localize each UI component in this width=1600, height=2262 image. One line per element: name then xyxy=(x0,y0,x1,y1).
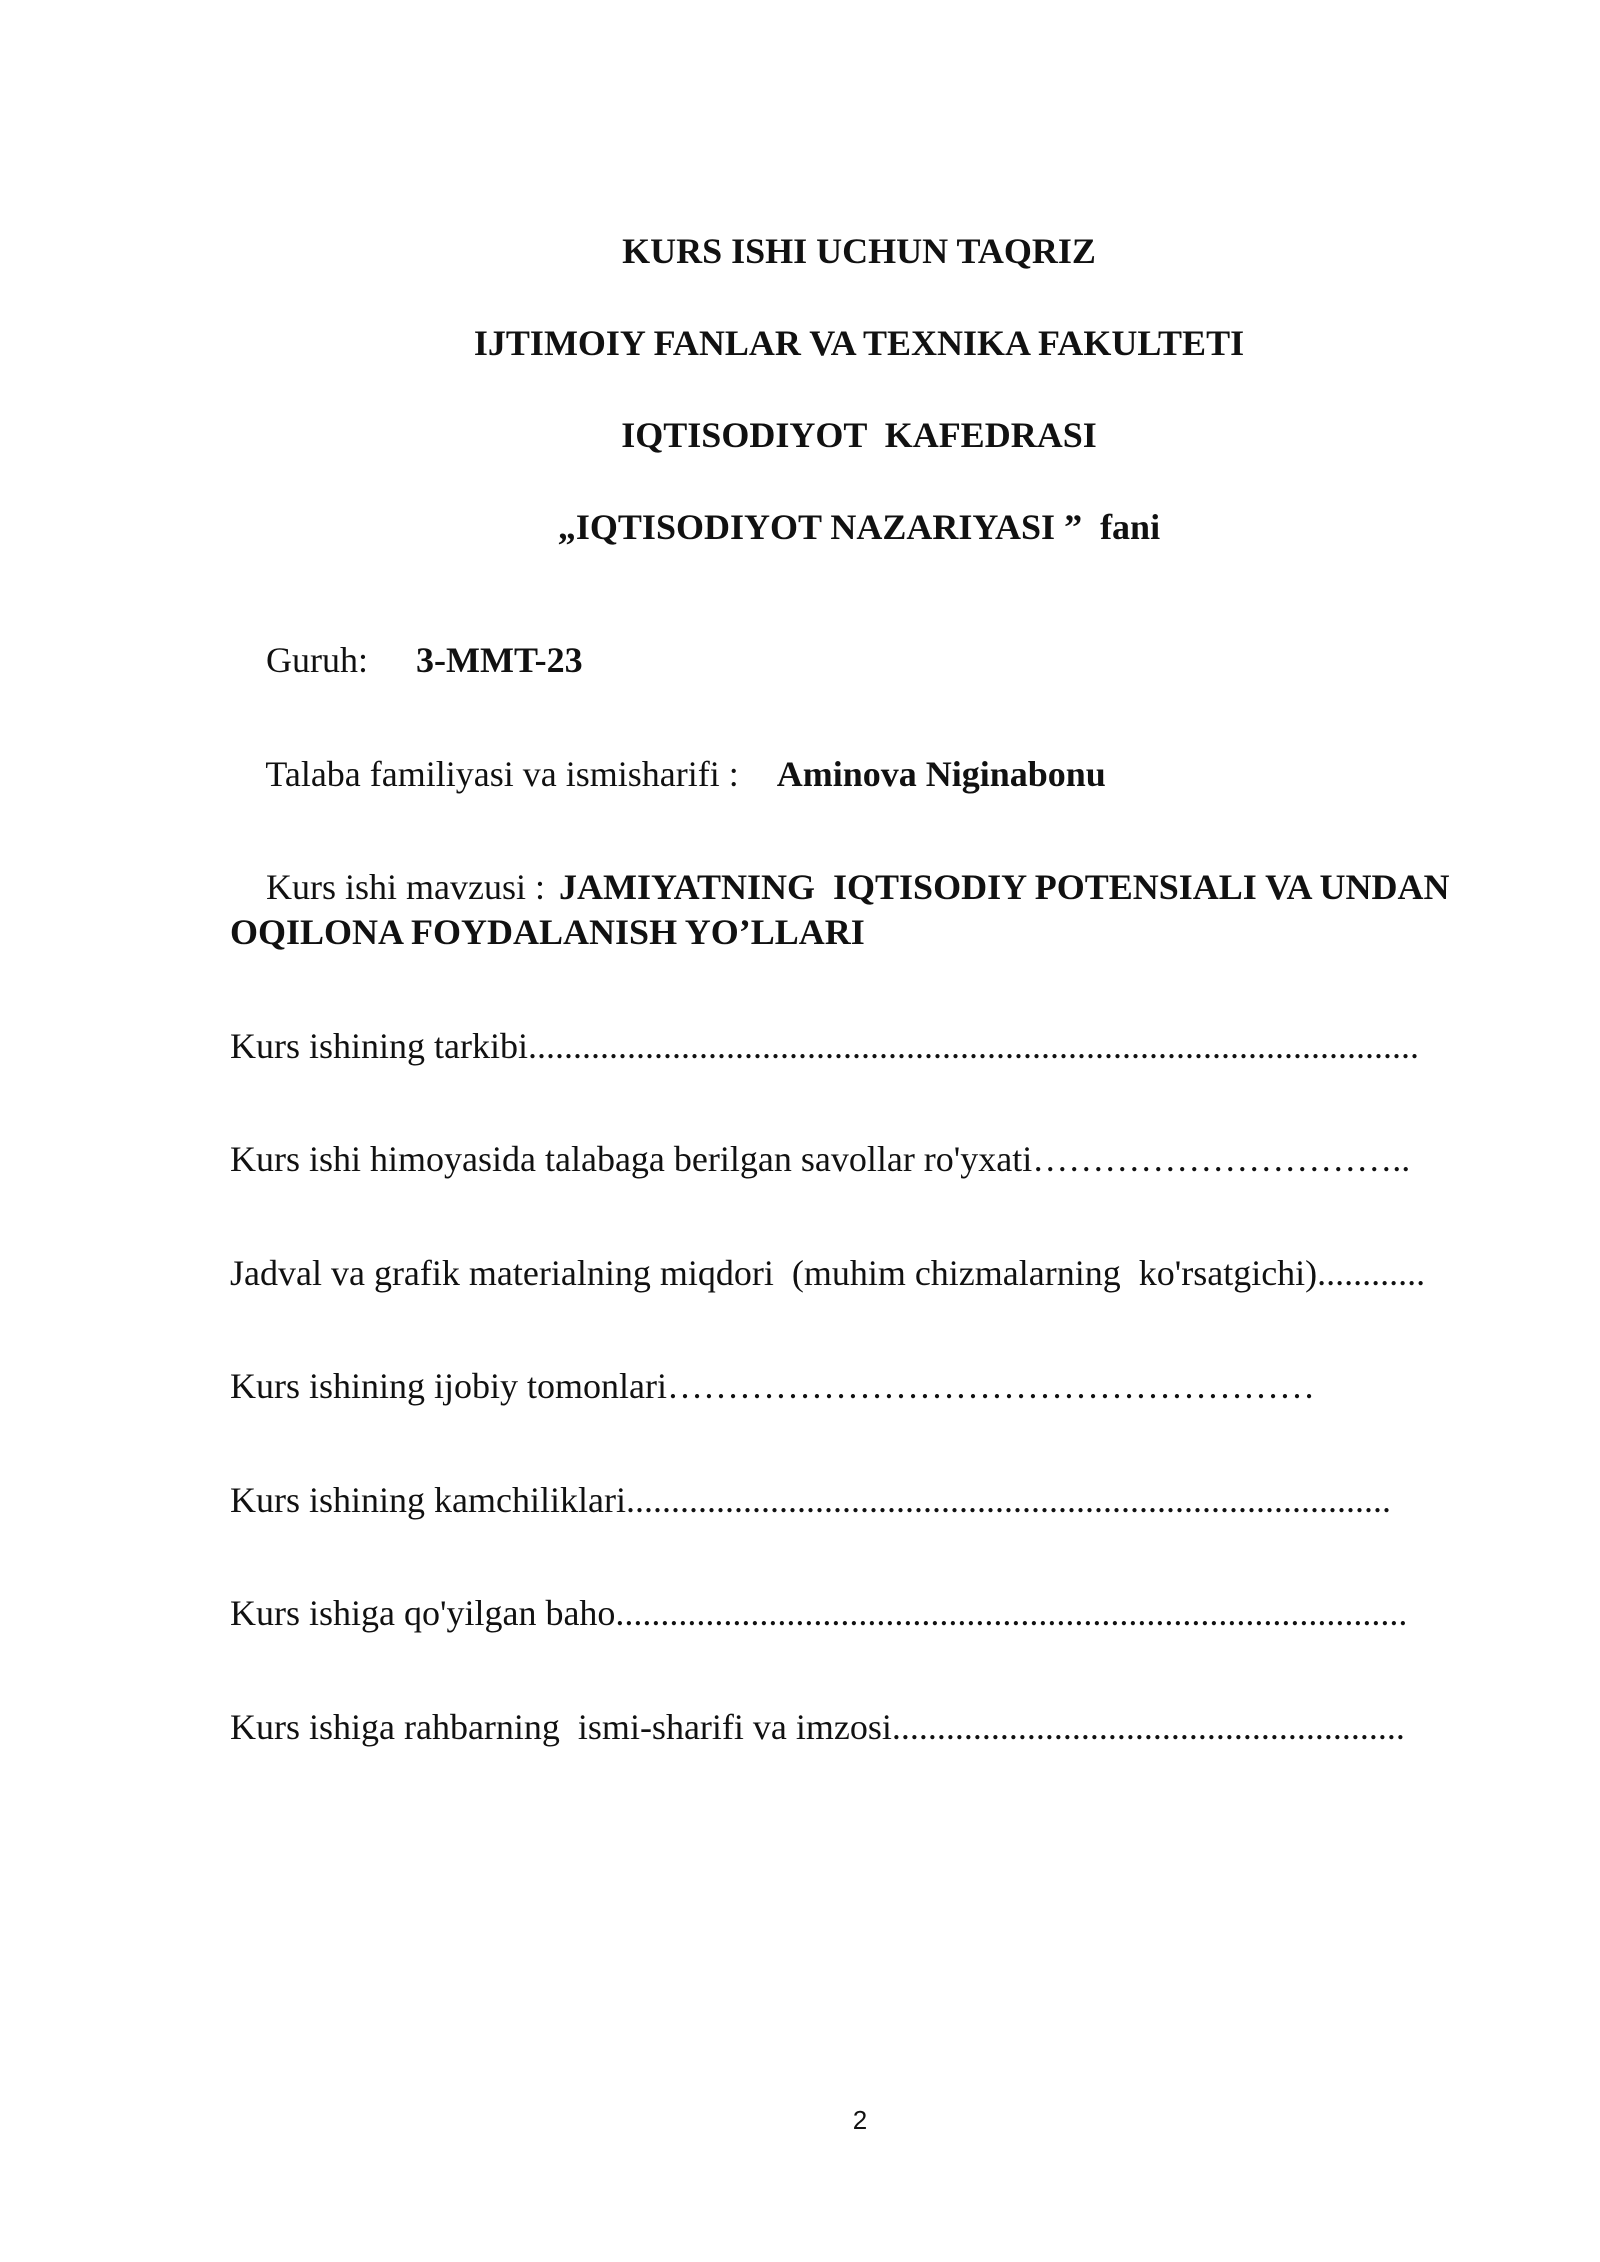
field-structure: Kurs ishining tarkibi................................................................................................... xyxy=(230,1026,1419,1066)
field-supervisor-signature: Kurs ishiga rahbarning ismi-sharifi va imzosi......................................................... xyxy=(230,1707,1405,1747)
page-number: 2 xyxy=(852,2105,868,2135)
faculty-heading: IJTIMOIY FANLAR VA TEXNIKA FAKULTETI xyxy=(473,323,1245,363)
topic-title-line2: OQILONA FOYDALANISH YO’LLARI xyxy=(230,912,865,952)
student-name: Aminova Niginabonu xyxy=(776,754,1106,794)
group-row xyxy=(230,597,583,723)
group-value: 3-MMT-23 xyxy=(416,640,583,680)
department-heading: IQTISODIYOT KAFEDRASI xyxy=(621,415,1097,455)
subject-heading: „IQTISODIYOT NAZARIYASI ” fani xyxy=(557,507,1161,547)
field-tables-graphics: Jadval va grafik materialning miqdori (muhim chizmalarning ko'rsatgichi)............ xyxy=(230,1253,1426,1293)
field-grade: Kurs ishiga qo'yilgan baho........................................................................................ xyxy=(230,1593,1408,1633)
field-positive-aspects: Kurs ishining ijobiy tomonlari……………………………………………… xyxy=(230,1366,1315,1406)
student-row xyxy=(230,711,1106,837)
topic-title-line1: JAMIYATNING IQTISODIY POTENSIALI VA UNDAN xyxy=(558,867,1450,907)
group-label: Guruh: xyxy=(266,640,368,680)
field-defense-questions: Kurs ishi himoyasida talabaga berilgan savollar ro'yxati………………………….. xyxy=(230,1139,1411,1179)
document-title: KURS ISHI UCHUN TAQRIZ xyxy=(622,231,1096,271)
student-label: Talaba familiyasi va ismisharifi : xyxy=(265,754,739,794)
field-shortcomings: Kurs ishining kamchiliklari..................................................................................... xyxy=(230,1480,1391,1520)
topic-label: Kurs ishi mavzusi : xyxy=(266,867,545,907)
